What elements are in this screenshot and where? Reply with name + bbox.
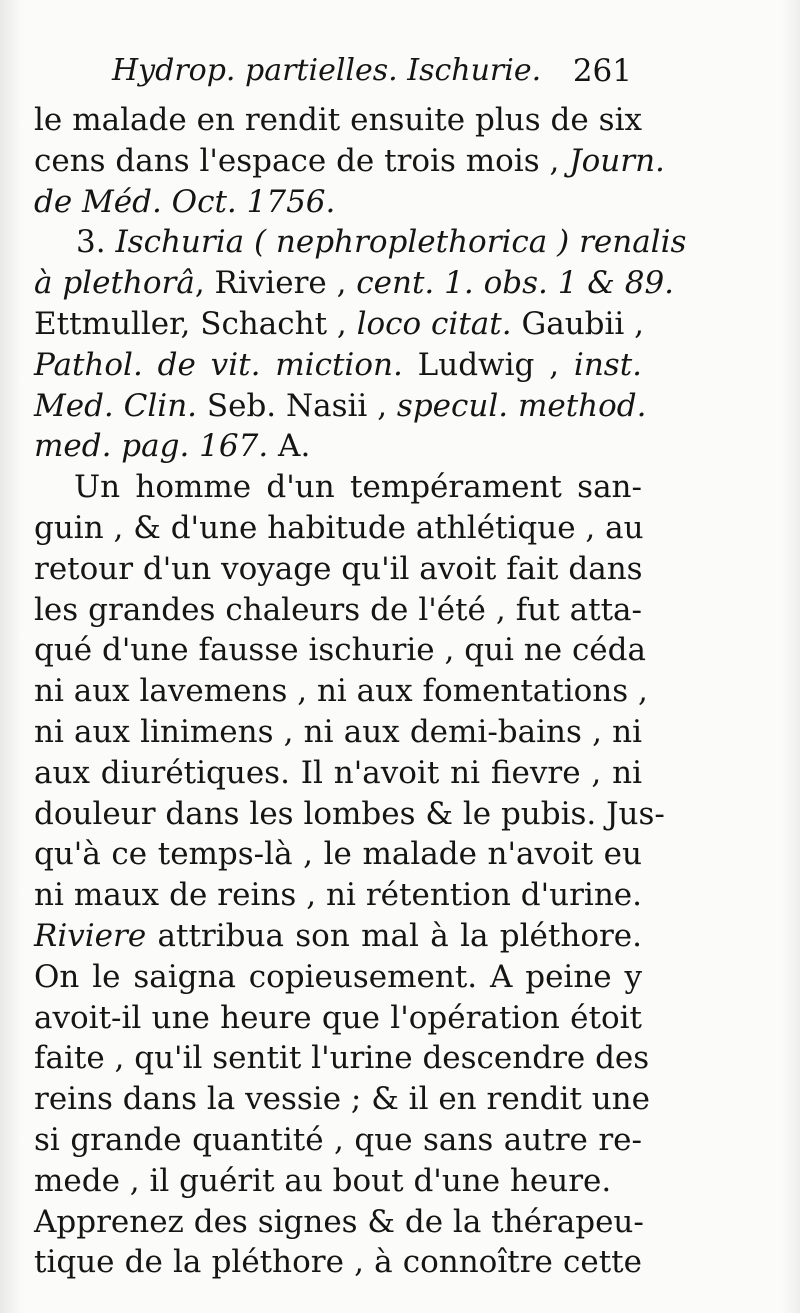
italic-text: Ischuria ( nephroplethorica ) renalis	[115, 224, 687, 261]
running-title: Hydrop. partielles. Ischurie.	[112, 53, 542, 88]
roman-text: 3.	[76, 224, 116, 261]
italic-text: loco citat.	[356, 305, 512, 342]
text-line	[34, 1202, 642, 1243]
roman-text: attribua son mal à la pléthore.	[146, 917, 642, 954]
text-line	[34, 998, 642, 1039]
text-line	[34, 100, 642, 141]
text-line	[34, 1038, 650, 1079]
text-line	[34, 182, 642, 223]
italic-text: inst.	[573, 346, 643, 383]
text-line	[34, 222, 687, 263]
roman-text: ni aux linimens , ni aux demi-bains , ni	[34, 713, 642, 750]
roman-text: faite , qu'il sentit l'urine descendre des	[34, 1040, 650, 1077]
roman-text: ni aux lavemens , ni aux fomentations ,	[34, 673, 648, 710]
body-text	[34, 100, 687, 1283]
roman-text: ni maux de reins , ni rétention d'urine.	[34, 877, 642, 914]
text-line	[34, 630, 646, 671]
page-number: 261	[572, 53, 632, 89]
roman-text: tique de la pléthore , à connoître cette	[34, 1244, 642, 1281]
text-line	[34, 1120, 642, 1161]
roman-text: qué d'une fausse ischurie , qui ne céda	[34, 632, 646, 669]
text-line	[34, 141, 665, 182]
text-line	[34, 834, 642, 875]
text-line	[34, 1242, 642, 1283]
roman-text: cens dans l'espace de trois mois ,	[34, 142, 570, 179]
roman-text: douleur dans les lombes & le pubis. Jus-	[34, 795, 665, 832]
text-line	[34, 549, 642, 590]
roman-text: reins dans la vessie ; & il en rendit une	[34, 1081, 650, 1118]
text-line	[34, 712, 642, 753]
italic-text: Riviere	[34, 917, 147, 954]
roman-text: Apprenez des signes & de la thérapeu-	[34, 1203, 644, 1240]
italic-text: specul. method.	[396, 387, 647, 424]
italic-text: med. pag. 167.	[34, 428, 269, 465]
italic-text: Med. Clin.	[34, 387, 198, 424]
page-edge-shadow-right	[782, 0, 800, 1313]
roman-text: avoit-il une heure que l'opération étoit	[34, 999, 642, 1036]
italic-text: Journ.	[569, 142, 665, 179]
text-line	[34, 916, 642, 957]
page-edge-shadow-left	[0, 0, 22, 1313]
text-line	[34, 590, 642, 631]
text-line	[34, 794, 665, 835]
text-line	[34, 671, 648, 712]
roman-text: Ettmuller, Schacht ,	[34, 305, 357, 342]
roman-text: A.	[268, 428, 311, 465]
text-line	[34, 1161, 642, 1202]
roman-text: retour d'un voyage qu'il avoit fait dans	[34, 550, 643, 587]
text-line	[34, 1079, 650, 1120]
italic-text: cent. 1. obs. 1 & 89.	[356, 265, 675, 302]
text-line	[34, 753, 642, 794]
italic-text: à plethorâ	[34, 265, 195, 302]
text-line	[34, 263, 675, 304]
roman-text: qu'à ce temps-là , le malade n'avoit eu	[34, 836, 642, 873]
text-line	[34, 426, 642, 467]
roman-text: Ludwig ,	[402, 346, 574, 383]
text-line	[34, 957, 642, 998]
text-line	[34, 386, 647, 427]
text-line	[34, 467, 642, 508]
roman-text: guin , & d'une habitude athlétique , au	[34, 509, 644, 546]
roman-text: On le saigna copieusement. A peine y	[34, 958, 642, 995]
roman-text: Un homme d'un tempérament san-	[74, 469, 642, 506]
text-line	[34, 304, 645, 345]
roman-text: Gaubii ,	[511, 305, 645, 342]
text-line	[34, 508, 642, 549]
italic-text: Pathol. de vit. miction.	[34, 346, 403, 383]
roman-text: si grande quantité , que sans autre re-	[34, 1121, 642, 1158]
text-line	[34, 345, 642, 386]
roman-text: aux diurétiques. Il n'avoit ni fievre , ni	[34, 754, 642, 791]
italic-text: de Méd. Oct. 1756.	[34, 183, 336, 220]
roman-text: mede , il guérit au bout d'une heure.	[34, 1162, 612, 1199]
roman-text: le malade en rendit ensuite plus de six	[34, 102, 642, 138]
page-header	[112, 46, 632, 96]
roman-text: Seb. Nasii ,	[197, 387, 397, 424]
roman-text: , Riviere ,	[194, 265, 357, 302]
roman-text: les grandes chaleurs de l'été , fut atta-	[34, 591, 642, 628]
text-line	[34, 875, 642, 916]
